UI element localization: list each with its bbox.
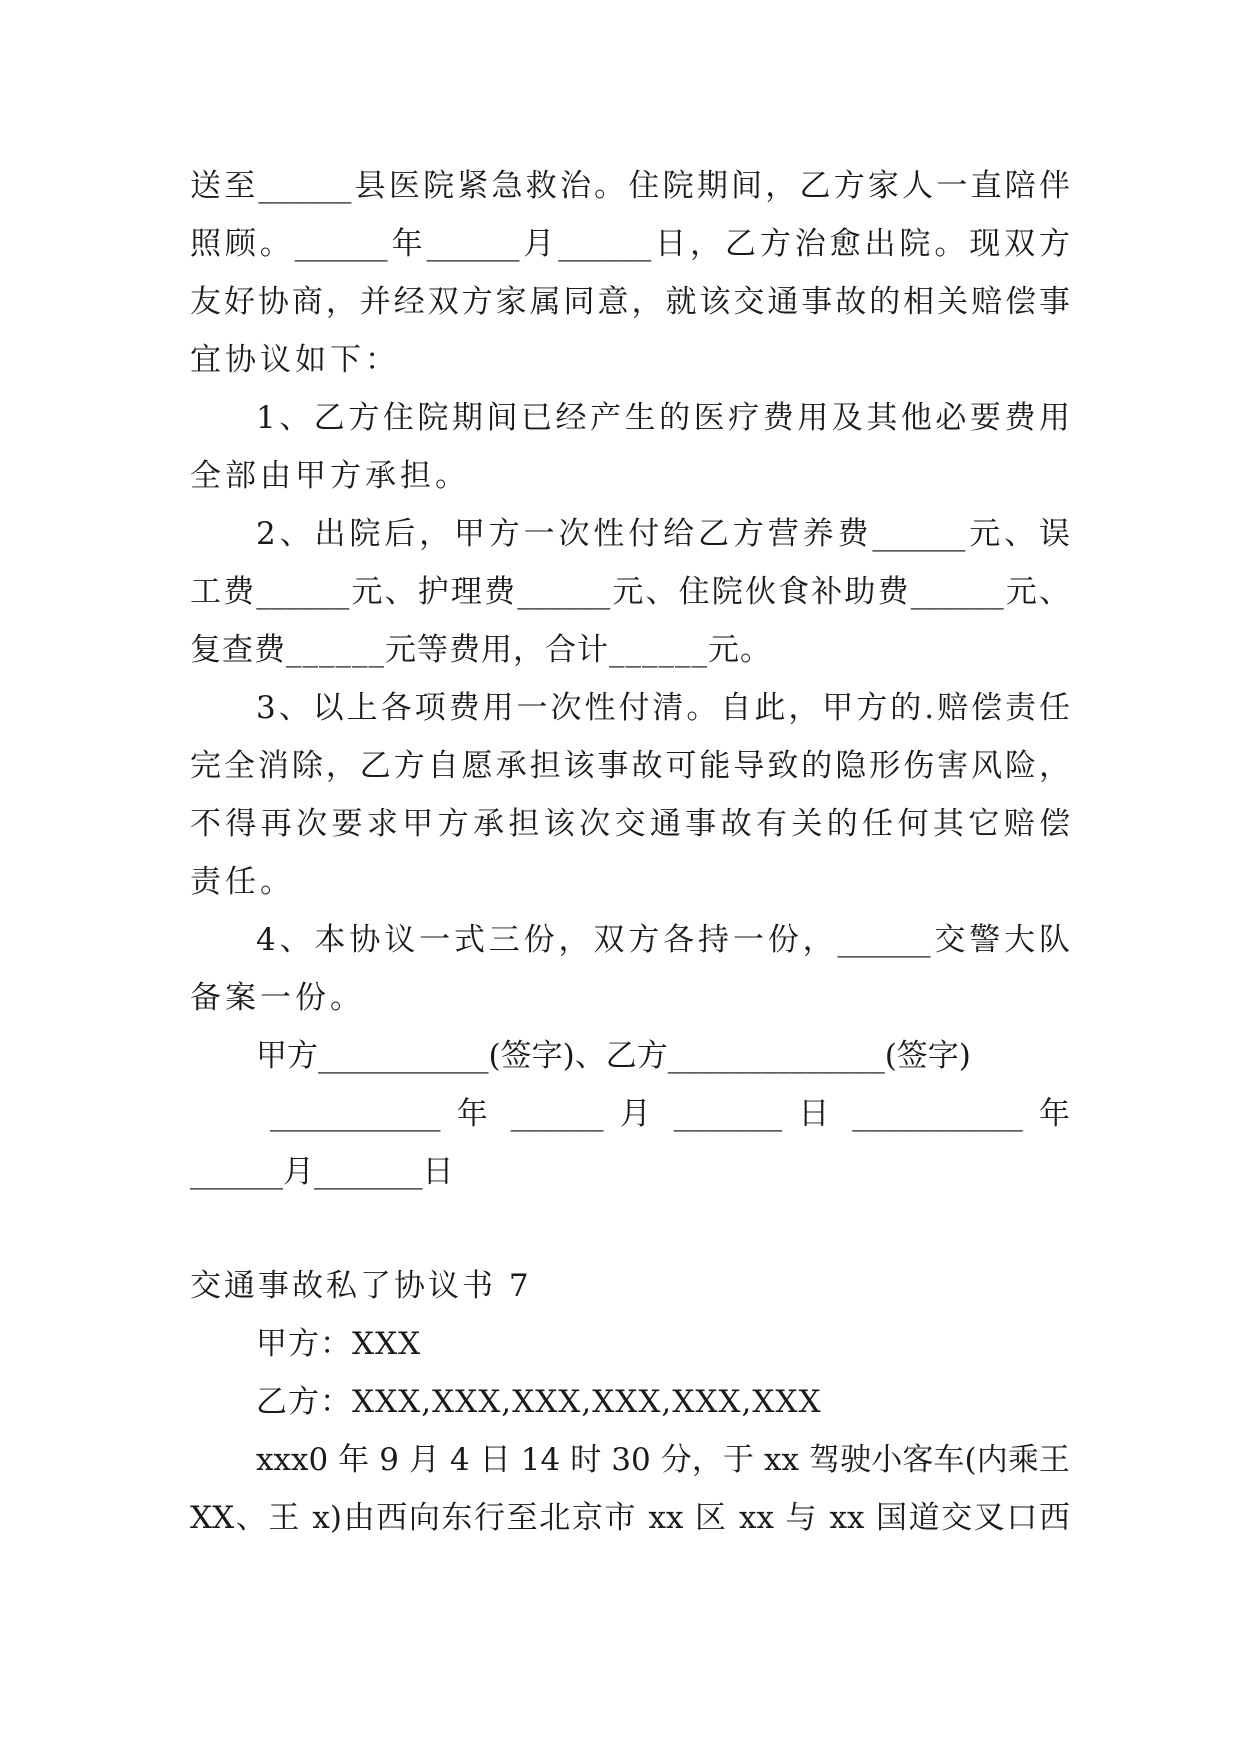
party-b-line: 乙方：XXX,XXX,XXX,XXX,XXX,XXX — [256, 1384, 822, 1420]
clause-1-line: 全部由甲方承担。 — [190, 458, 470, 494]
signature-line: 甲方___________(签字)、乙方______________(签字) — [256, 1038, 971, 1074]
signature-date-line: ______月_______日 — [190, 1154, 454, 1190]
clause-2-line: 工费______元、护理费______元、住院伙食补助费______元、 — [190, 574, 1070, 610]
paragraph-line: 照顾。______年______月______日，乙方治愈出院。现双方 — [190, 226, 1070, 262]
clause-2-line: 复查费______元等费用，合计______元。 — [190, 632, 772, 668]
clause-3-line: 完全消除，乙方自愿承担该事故可能导致的隐形伤害风险， — [190, 748, 1070, 784]
clause-2-line: 2、出院后，甲方一次性付给乙方营养费______元、误 — [256, 516, 1070, 552]
paragraph-line: XX、王 x)由西向东行至北京市 xx 区 xx 与 xx 国道交叉口西 — [190, 1500, 1070, 1536]
paragraph-line: 友好协商，并经双方家属同意，就该交通事故的相关赔偿事 — [190, 284, 1070, 320]
paragraph-line: 送至______县医院紧急救治。住院期间，乙方家人一直陪伴 — [190, 168, 1070, 204]
paragraph-line: xxx0 年 9 月 4 日 14 时 30 分，于 xx 驾驶小客车(内乘王 — [256, 1442, 1070, 1478]
clause-3-line: 3、以上各项费用一次性付清。自此，甲方的.赔偿责任 — [256, 690, 1070, 726]
clause-3-line: 不得再次要求甲方承担该次交通事故有关的任何其它赔偿 — [190, 806, 1070, 842]
section-title: 交通事故私了协议书 7 — [190, 1268, 532, 1304]
signature-date-line: ___________ 年 ______ 月 _______ 日 ___________ 年 — [270, 1096, 1070, 1132]
clause-3-line: 责任。 — [190, 864, 295, 900]
party-a-line: 甲方：XXX — [256, 1326, 422, 1362]
clause-1-line: 1、乙方住院期间已经产生的医疗费用及其他必要费用 — [256, 400, 1070, 436]
clause-4-line: 4、本协议一式三份，双方各持一份，______交警大队 — [256, 922, 1070, 958]
paragraph-line: 宜协议如下： — [190, 342, 400, 378]
clause-4-line: 备案一份。 — [190, 980, 365, 1016]
